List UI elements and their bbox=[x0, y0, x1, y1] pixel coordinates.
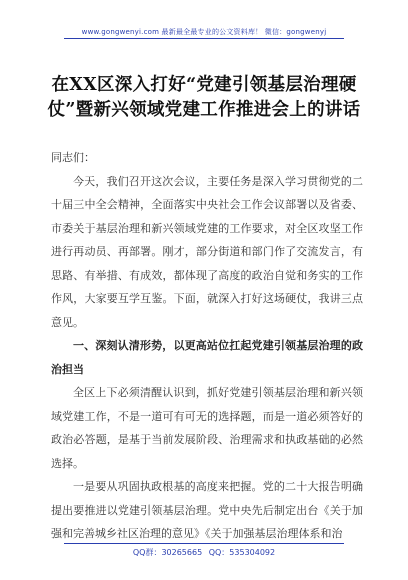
footer-divider bbox=[64, 543, 344, 544]
document-title: 在XX区深入打好“党建引领基层治理硬仗”暨新兴领域党建工作推进会上的讲话 bbox=[47, 75, 361, 120]
paragraph: 全区上下必须清醒认识到，抓好党建引领基层治理和新兴领域党建工作，不是一道可有可无的选择题，而是一道必须答好的政治必答题，是基于当前发展阶段、治理需求和执政基础的必然选择。 bbox=[51, 386, 363, 470]
paragraph: 今天，我们召开这次会议，主要任务是深入学习贯彻党的二十届三中全会精神，全面落实中央社会工作会议部署以及省委、市委关于基层治理和新兴领域党建的工作要求，对全区攻坚工作进行再动员、再部署。刚才，部分街道和部门作了交流发言，有思路、有举措、有成效，都体现了高度的政治自觉和务实的工作作风，大家要互学互鉴。下面，就深入打好这场硬仗，我讲三点意见。 bbox=[51, 174, 363, 329]
document-body bbox=[51, 146, 363, 546]
header-divider bbox=[64, 38, 344, 39]
greeting: 同志们： bbox=[51, 151, 95, 164]
page-header bbox=[0, 0, 408, 40]
paragraph: 一是要从巩固执政根基的高度来把握。党的二十大报告明确提出要推进以党建引领基层治理。党中央先后制定出台《关于加强和完善城乡社区治理的意见》《关于加强基层治理体系和治 bbox=[51, 480, 363, 540]
header-text: www.gongwenyi.com 最新最全最专业的公文资料库！ 微信：gongwenyj bbox=[81, 28, 327, 36]
section-heading: 一、深刻认清形势，以更高站位扛起党建引领基层治理的政治担当 bbox=[51, 339, 363, 376]
footer-text: QQ群：30265665 QQ：535304092 bbox=[132, 548, 276, 557]
